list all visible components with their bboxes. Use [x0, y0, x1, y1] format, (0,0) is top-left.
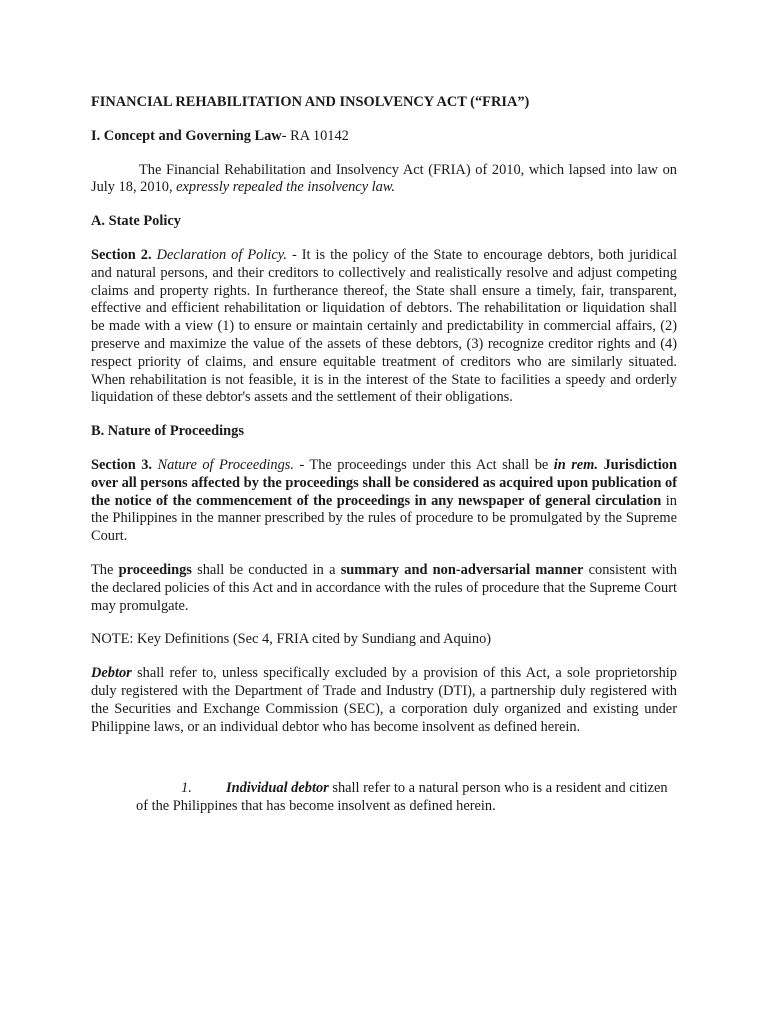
concept-paragraph-text: The Financial Rehabilitation and Insolvency Act (FRIA) of 2010, which lapsed into law on July 18, 2010,	[91, 161, 677, 196]
section-2-paragraph	[91, 247, 677, 407]
proceedings-term: proceedings	[118, 561, 192, 578]
list-item-number: 1.	[181, 780, 192, 797]
proceedings-paragraph	[91, 562, 677, 615]
section-heading-concept-suffix: - RA 10142	[281, 127, 349, 144]
proceedings-text-c: consistent with the declared policies of this Act and in accordance with the rules of procedure that the Supreme Court may promulgate.	[91, 561, 677, 614]
note-line: NOTE: Key Definitions (Sec 4, FRIA cited by Sundiang and Aquino)	[91, 631, 492, 648]
section-3-paragraph	[91, 457, 677, 546]
state-policy-heading: A. State Policy	[91, 213, 181, 230]
in-rem-term: in rem.	[553, 456, 598, 473]
section-heading-concept-text: I. Concept and Governing Law	[91, 127, 282, 144]
list-item	[91, 780, 677, 816]
section-2-body: - It is the policy of the State to encourage debtors, both juridical and natural persons, and their creditors to collectively and realistically resolve and adjust competing claims and property rights. In furtherance thereof, the State shall ensure a timely, fair, transparent, effective and efficient rehabilitation or liquidation of debtors. The rehabilitation or liquidation shall be made with a view (1) to ensure or maintain certainly and predictability in commercial affairs, (2) preserve and maximize the value of the assets of these debtors, (3) recognize creditor rights and (4) respect priority of claims, and ensure equitable treatment of creditors who are similarly situated. When rehabilitation is not feasible, it is in the interest of the State to facilities a speedy and orderly liquidation of these debtor's assets and the settlement of their obligations.	[91, 246, 677, 406]
list-item-body: shall refer to a natural person who is a resident and citizen of the Philippines that has become insolvent as defined herein.	[136, 780, 668, 815]
concept-paragraph	[91, 162, 677, 198]
nature-heading: B. Nature of Proceedings	[91, 423, 244, 440]
summary-manner-term: summary and non-adversarial manner	[340, 561, 584, 578]
proceedings-text-b: shall be conducted in a	[191, 561, 341, 578]
section-3-label: Section 3.	[91, 456, 153, 473]
proceedings-text-a: The	[91, 561, 119, 578]
section-3-body-b: in the Philippines in the manner prescribed by the rules of procedure to be promulgated by the Supreme Court.	[91, 492, 677, 545]
list-item-term: Individual debtor	[226, 780, 329, 797]
section-3-body-a: - The proceedings under this Act shall be	[299, 456, 554, 473]
jurisdiction-clause: Jurisdiction over all persons affected by the proceedings shall be considered as acquired upon publication of the notice of the commencement of the proceedings in any newspaper of general circulation	[91, 456, 677, 509]
debtor-definition	[91, 665, 677, 736]
concept-paragraph-emphasis: expressly repealed the insolvency law.	[176, 179, 396, 196]
section-heading-concept	[91, 128, 677, 146]
document-title: FINANCIAL REHABILITATION AND INSOLVENCY ACT (“FRIA”)	[91, 94, 530, 110]
section-2-title: Declaration of Policy.	[156, 246, 287, 263]
debtor-term: Debtor	[91, 665, 132, 682]
debtor-definition-body: shall refer to, unless specifically excluded by a provision of this Act, a sole proprietorship duly registered with the Department of Trade and Industry (DTI), a partnership duly registered with the Securities and Exchange Commission (SEC), a corporation duly organized and existing under Philippine laws, or an individual debtor who has become insolvent as defined herein.	[91, 665, 677, 735]
section-3-title: Nature of Proceedings.	[157, 456, 294, 473]
section-2-label: Section 2.	[91, 246, 152, 263]
